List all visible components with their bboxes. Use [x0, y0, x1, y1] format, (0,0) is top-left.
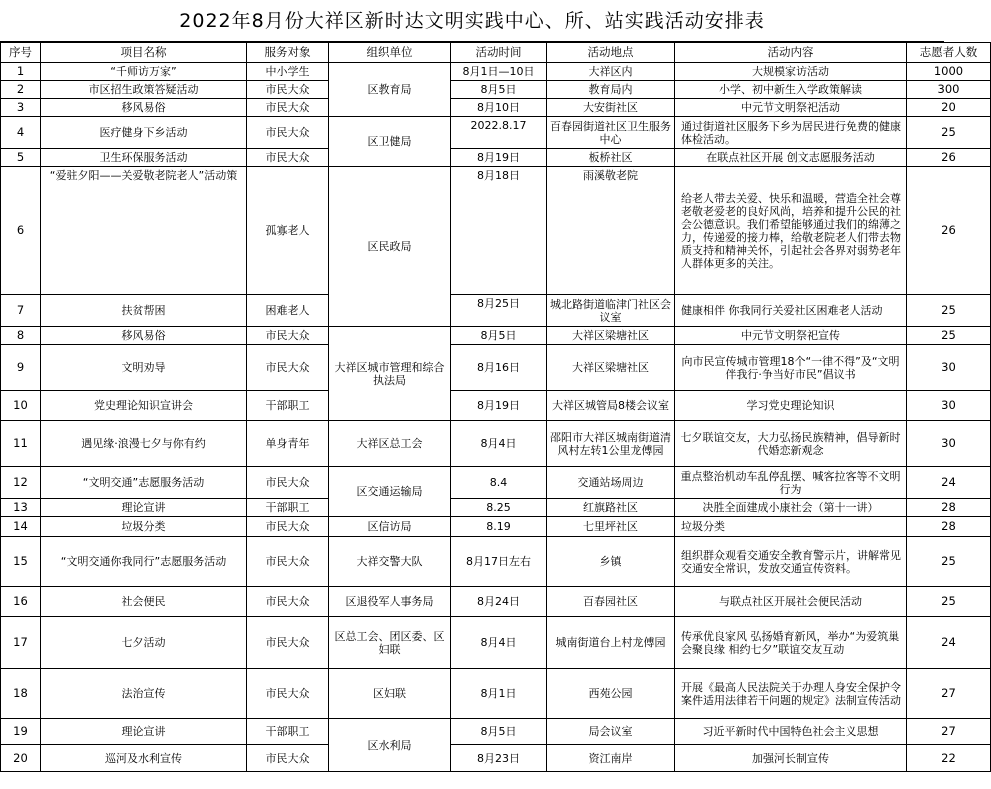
table-row	[1, 467, 991, 499]
cell-org: 区民政局	[329, 167, 451, 327]
cell-no: 18	[1, 669, 41, 719]
table-row	[1, 421, 991, 467]
cell-place: 局会议室	[547, 719, 675, 745]
cell-content: 给老人带去关爱、快乐和温暖，营造全社会尊老敬老爱老的良好风尚，培养和提升公民的社会公德意识。我们希望能够通过我们的绵薄之力，传递爱的接力棒，给敬老院老人们带去物质支持和精神关怀，引起社会各界对弱势老年人群体更多的关注。	[675, 167, 907, 295]
cell-target: 市民大众	[247, 345, 329, 391]
cell-name: 党史理论知识宣讲会	[41, 391, 247, 421]
cell-no: 3	[1, 99, 41, 117]
cell-target: 市民大众	[247, 587, 329, 617]
cell-volunteers: 28	[907, 517, 991, 537]
cell-no: 6	[1, 167, 41, 295]
cell-volunteers: 22	[907, 745, 991, 772]
cell-name: 社会便民	[41, 587, 247, 617]
cell-content: 组织群众观看交通安全教育警示片，讲解常见交通安全常识，发放交通宣传资料。	[675, 537, 907, 587]
cell-name: 医疗健身下乡活动	[41, 117, 247, 149]
cell-no: 4	[1, 117, 41, 149]
cell-target: 干部职工	[247, 391, 329, 421]
table-row	[1, 117, 991, 149]
cell-volunteers: 25	[907, 537, 991, 587]
cell-time: 8月19日	[451, 391, 547, 421]
cell-target: 孤寡老人	[247, 167, 329, 295]
cell-place: 城南街道台上村龙傅园	[547, 617, 675, 669]
cell-time: 8月5日	[451, 719, 547, 745]
cell-content: 小学、初中新生入学政策解读	[675, 81, 907, 99]
cell-time: 8月1日—10日	[451, 63, 547, 81]
table-row	[1, 617, 991, 669]
cell-volunteers: 24	[907, 617, 991, 669]
cell-no: 2	[1, 81, 41, 99]
cell-content: 中元节文明祭祀活动	[675, 99, 907, 117]
cell-target: 中小学生	[247, 63, 329, 81]
cell-name: 理论宣讲	[41, 719, 247, 745]
cell-target: 市民大众	[247, 117, 329, 149]
cell-time: 8.19	[451, 517, 547, 537]
cell-volunteers: 28	[907, 499, 991, 517]
table-row	[1, 537, 991, 587]
cell-place: 板桥社区	[547, 149, 675, 167]
cell-volunteers: 1000	[907, 63, 991, 81]
header-volunteers: 志愿者人数	[907, 43, 991, 63]
cell-no: 5	[1, 149, 41, 167]
cell-place: 交通站场周边	[547, 467, 675, 499]
cell-content: 健康相伴 你我同行关爱社区困难老人活动	[675, 295, 907, 327]
cell-place: 红旗路社区	[547, 499, 675, 517]
cell-no: 13	[1, 499, 41, 517]
cell-time: 8月4日	[451, 421, 547, 467]
table-row	[1, 295, 991, 327]
cell-time: 8月17日左右	[451, 537, 547, 587]
activity-table	[0, 42, 991, 772]
cell-volunteers: 25	[907, 295, 991, 327]
cell-org: 大祥区城市管理和综合执法局	[329, 327, 451, 421]
cell-content: 习近平新时代中国特色社会主义思想	[675, 719, 907, 745]
cell-name: 市区招生政策答疑活动	[41, 81, 247, 99]
header-target: 服务对象	[247, 43, 329, 63]
cell-volunteers: 26	[907, 167, 991, 295]
table-row	[1, 167, 991, 295]
table-row	[1, 149, 991, 167]
table-row	[1, 669, 991, 719]
cell-content: 垃圾分类	[675, 517, 907, 537]
table-row	[1, 745, 991, 772]
cell-place: 大祥区梁塘社区	[547, 327, 675, 345]
cell-name: 巡河及水利宣传	[41, 745, 247, 772]
cell-name: 扶贫帮困	[41, 295, 247, 327]
cell-content: 加强河长制宣传	[675, 745, 907, 772]
cell-time: 8月16日	[451, 345, 547, 391]
cell-no: 12	[1, 467, 41, 499]
cell-no: 20	[1, 745, 41, 772]
cell-volunteers: 25	[907, 327, 991, 345]
header-place: 活动地点	[547, 43, 675, 63]
table-row	[1, 391, 991, 421]
table-row	[1, 499, 991, 517]
cell-target: 干部职工	[247, 499, 329, 517]
cell-place: 城北路街道临津门社区会议室	[547, 295, 675, 327]
cell-target: 单身青年	[247, 421, 329, 467]
cell-name: 卫生环保服务活动	[41, 149, 247, 167]
cell-volunteers: 25	[907, 117, 991, 149]
cell-name: 遇见缘·浪漫七夕与你有约	[41, 421, 247, 467]
cell-content: 与联点社区开展社会便民活动	[675, 587, 907, 617]
cell-time: 2022.8.17	[451, 117, 547, 149]
cell-org: 区信访局	[329, 517, 451, 537]
cell-content: 中元节文明祭祀宣传	[675, 327, 907, 345]
table-row	[1, 517, 991, 537]
cell-target: 市民大众	[247, 81, 329, 99]
cell-place: 大祥区梁塘社区	[547, 345, 675, 391]
cell-time: 8月1日	[451, 669, 547, 719]
header-time: 活动时间	[451, 43, 547, 63]
cell-no: 15	[1, 537, 41, 587]
cell-no: 7	[1, 295, 41, 327]
cell-target: 市民大众	[247, 149, 329, 167]
cell-no: 14	[1, 517, 41, 537]
cell-content: 传承优良家风 弘扬婚育新风，举办“为爱筑巢 会聚良缘 相约七夕”联谊交友互动	[675, 617, 907, 669]
cell-volunteers: 30	[907, 345, 991, 391]
cell-content: 通过街道社区服务下乡为居民进行免费的健康体检活动。	[675, 117, 907, 149]
cell-org: 区妇联	[329, 669, 451, 719]
cell-place: 邵阳市大祥区城南街道清风村左转1公里龙傅园	[547, 421, 675, 467]
header-content: 活动内容	[675, 43, 907, 63]
cell-no: 10	[1, 391, 41, 421]
cell-org: 区卫健局	[329, 117, 451, 167]
cell-time: 8.4	[451, 467, 547, 499]
cell-volunteers: 30	[907, 391, 991, 421]
cell-target: 市民大众	[247, 617, 329, 669]
cell-name: 移风易俗	[41, 327, 247, 345]
cell-name: “爱驻夕阳——关爱敬老院老人”活动策	[41, 167, 247, 295]
header-no: 序号	[1, 43, 41, 63]
table-row	[1, 719, 991, 745]
cell-no: 9	[1, 345, 41, 391]
cell-target: 干部职工	[247, 719, 329, 745]
cell-place: 百春园街道社区卫生服务中心	[547, 117, 675, 149]
cell-place: 乡镇	[547, 537, 675, 587]
cell-place: 大安街社区	[547, 99, 675, 117]
cell-name: 法治宣传	[41, 669, 247, 719]
table-row	[1, 99, 991, 117]
cell-volunteers: 20	[907, 99, 991, 117]
cell-volunteers: 24	[907, 467, 991, 499]
cell-org: 区教育局	[329, 63, 451, 117]
cell-content: 大规模家访活动	[675, 63, 907, 81]
cell-volunteers: 25	[907, 587, 991, 617]
cell-name: “文明交通你我同行”志愿服务活动	[41, 537, 247, 587]
cell-target: 市民大众	[247, 99, 329, 117]
cell-target: 市民大众	[247, 537, 329, 587]
cell-name: 移风易俗	[41, 99, 247, 117]
cell-volunteers: 30	[907, 421, 991, 467]
table-row	[1, 587, 991, 617]
cell-org: 大祥区总工会	[329, 421, 451, 467]
cell-name: “文明交通”志愿服务活动	[41, 467, 247, 499]
cell-content: 开展《最高人民法院关于办理人身安全保护令案件适用法律若干问题的规定》法制宣传活动	[675, 669, 907, 719]
cell-name: “千师访万家”	[41, 63, 247, 81]
table-row	[1, 81, 991, 99]
cell-org: 区总工会、团区委、区妇联	[329, 617, 451, 669]
cell-org: 区交通运输局	[329, 467, 451, 517]
cell-place: 西苑公园	[547, 669, 675, 719]
cell-no: 19	[1, 719, 41, 745]
cell-content: 学习党史理论知识	[675, 391, 907, 421]
cell-no: 1	[1, 63, 41, 81]
cell-content: 重点整治机动车乱停乱摆、喊客拉客等不文明行为	[675, 467, 907, 499]
cell-place: 百春园社区	[547, 587, 675, 617]
cell-target: 困难老人	[247, 295, 329, 327]
cell-volunteers: 27	[907, 669, 991, 719]
cell-time: 8月18日	[451, 167, 547, 295]
cell-volunteers: 300	[907, 81, 991, 99]
header-org: 组织单位	[329, 43, 451, 63]
cell-name: 七夕活动	[41, 617, 247, 669]
cell-org: 大祥交警大队	[329, 537, 451, 587]
cell-content: 决胜全面建成小康社会（第十一讲）	[675, 499, 907, 517]
cell-no: 11	[1, 421, 41, 467]
cell-place: 七里坪社区	[547, 517, 675, 537]
cell-target: 市民大众	[247, 467, 329, 499]
cell-time: 8月25日	[451, 295, 547, 327]
cell-place: 雨溪敬老院	[547, 167, 675, 295]
cell-no: 17	[1, 617, 41, 669]
cell-time: 8月24日	[451, 587, 547, 617]
table-row	[1, 63, 991, 81]
cell-time: 8月4日	[451, 617, 547, 669]
cell-time: 8月19日	[451, 149, 547, 167]
cell-target: 市民大众	[247, 517, 329, 537]
cell-no: 8	[1, 327, 41, 345]
cell-place: 大祥区内	[547, 63, 675, 81]
cell-name: 文明劝导	[41, 345, 247, 391]
cell-target: 市民大众	[247, 745, 329, 772]
cell-time: 8月5日	[451, 81, 547, 99]
cell-target: 市民大众	[247, 327, 329, 345]
cell-time: 8月23日	[451, 745, 547, 772]
cell-org: 区退役军人事务局	[329, 587, 451, 617]
cell-volunteers: 27	[907, 719, 991, 745]
cell-target: 市民大众	[247, 669, 329, 719]
cell-place: 大祥区城管局8楼会议室	[547, 391, 675, 421]
cell-org: 区水利局	[329, 719, 451, 772]
cell-place: 教育局内	[547, 81, 675, 99]
page-title: 2022年8月份大祥区新时达文明实践中心、所、站实践活动安排表	[0, 0, 944, 42]
table-row	[1, 327, 991, 345]
header-name: 项目名称	[41, 43, 247, 63]
cell-content: 七夕联谊交友，大力弘扬民族精神，倡导新时代婚恋新观念	[675, 421, 907, 467]
cell-place: 资江南岸	[547, 745, 675, 772]
cell-content: 向市民宣传城市管理18个“一律不得”及“文明伴我行·争当好市民”倡议书	[675, 345, 907, 391]
cell-no: 16	[1, 587, 41, 617]
table-row	[1, 345, 991, 391]
cell-content: 在联点社区开展 创文志愿服务活动	[675, 149, 907, 167]
table-header-row	[1, 43, 991, 63]
cell-volunteers: 26	[907, 149, 991, 167]
cell-time: 8.25	[451, 499, 547, 517]
cell-name: 理论宣讲	[41, 499, 247, 517]
cell-name: 垃圾分类	[41, 517, 247, 537]
cell-time: 8月5日	[451, 327, 547, 345]
cell-time: 8月10日	[451, 99, 547, 117]
